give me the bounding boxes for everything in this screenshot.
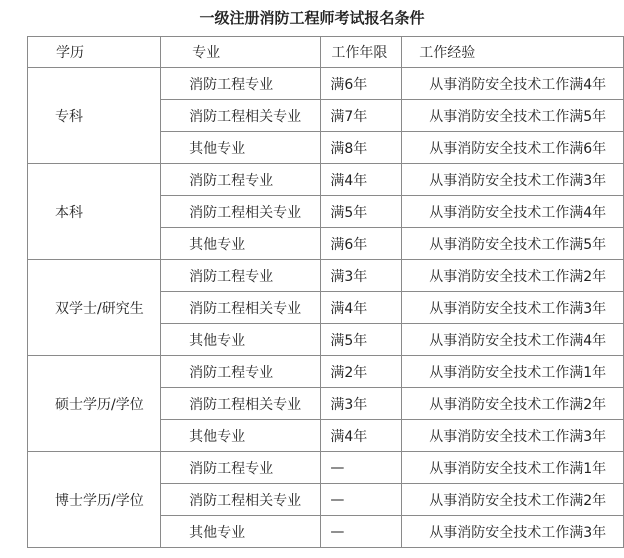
years-cell: 满5年 [321, 196, 402, 228]
major-cell: 消防工程专业 [161, 356, 321, 388]
table-row [28, 356, 624, 388]
major-cell: 消防工程专业 [161, 164, 321, 196]
requirements-table [27, 36, 624, 548]
experience-cell: 从事消防安全技术工作满4年 [402, 68, 624, 100]
major-cell: 其他专业 [161, 228, 321, 260]
major-cell: 消防工程专业 [161, 452, 321, 484]
education-cell: 双学士/研究生 [28, 260, 161, 356]
experience-cell: 从事消防安全技术工作满4年 [402, 196, 624, 228]
major-cell: 消防工程相关专业 [161, 100, 321, 132]
years-cell: — [321, 484, 402, 516]
major-cell: 其他专业 [161, 516, 321, 548]
years-cell: — [321, 452, 402, 484]
education-cell: 本科 [28, 164, 161, 260]
header-experience: 工作经验 [402, 37, 624, 68]
experience-cell: 从事消防安全技术工作满2年 [402, 260, 624, 292]
header-major: 专业 [161, 37, 321, 68]
table-body [28, 68, 624, 548]
experience-cell: 从事消防安全技术工作满3年 [402, 516, 624, 548]
experience-cell: 从事消防安全技术工作满4年 [402, 324, 624, 356]
years-cell: 满3年 [321, 260, 402, 292]
major-cell: 消防工程专业 [161, 68, 321, 100]
years-cell: 满6年 [321, 68, 402, 100]
header-education: 学历 [28, 37, 161, 68]
experience-cell: 从事消防安全技术工作满1年 [402, 356, 624, 388]
education-cell: 博士学历/学位 [28, 452, 161, 548]
major-cell: 其他专业 [161, 132, 321, 164]
years-cell: 满7年 [321, 100, 402, 132]
years-cell: 满2年 [321, 356, 402, 388]
education-cell: 专科 [28, 68, 161, 164]
table-row [28, 260, 624, 292]
years-cell: 满4年 [321, 420, 402, 452]
experience-cell: 从事消防安全技术工作满5年 [402, 100, 624, 132]
major-cell: 消防工程相关专业 [161, 388, 321, 420]
experience-cell: 从事消防安全技术工作满3年 [402, 164, 624, 196]
table-row [28, 452, 624, 484]
years-cell: 满4年 [321, 292, 402, 324]
experience-cell: 从事消防安全技术工作满2年 [402, 388, 624, 420]
major-cell: 消防工程相关专业 [161, 484, 321, 516]
years-cell: 满3年 [321, 388, 402, 420]
experience-cell: 从事消防安全技术工作满6年 [402, 132, 624, 164]
education-cell: 硕士学历/学位 [28, 356, 161, 452]
major-cell: 消防工程相关专业 [161, 196, 321, 228]
major-cell: 消防工程相关专业 [161, 292, 321, 324]
experience-cell: 从事消防安全技术工作满3年 [402, 292, 624, 324]
page-title: 一级注册消防工程师考试报名条件 [199, 9, 425, 27]
years-cell: 满5年 [321, 324, 402, 356]
years-cell: — [321, 516, 402, 548]
table-header-row [28, 37, 624, 68]
years-cell: 满4年 [321, 164, 402, 196]
experience-cell: 从事消防安全技术工作满5年 [402, 228, 624, 260]
major-cell: 其他专业 [161, 420, 321, 452]
years-cell: 满6年 [321, 228, 402, 260]
experience-cell: 从事消防安全技术工作满2年 [402, 484, 624, 516]
experience-cell: 从事消防安全技术工作满3年 [402, 420, 624, 452]
years-cell: 满8年 [321, 132, 402, 164]
major-cell: 消防工程专业 [161, 260, 321, 292]
table-row [28, 164, 624, 196]
major-cell: 其他专业 [161, 324, 321, 356]
header-years: 工作年限 [321, 37, 402, 68]
experience-cell: 从事消防安全技术工作满1年 [402, 452, 624, 484]
table-row [28, 68, 624, 100]
